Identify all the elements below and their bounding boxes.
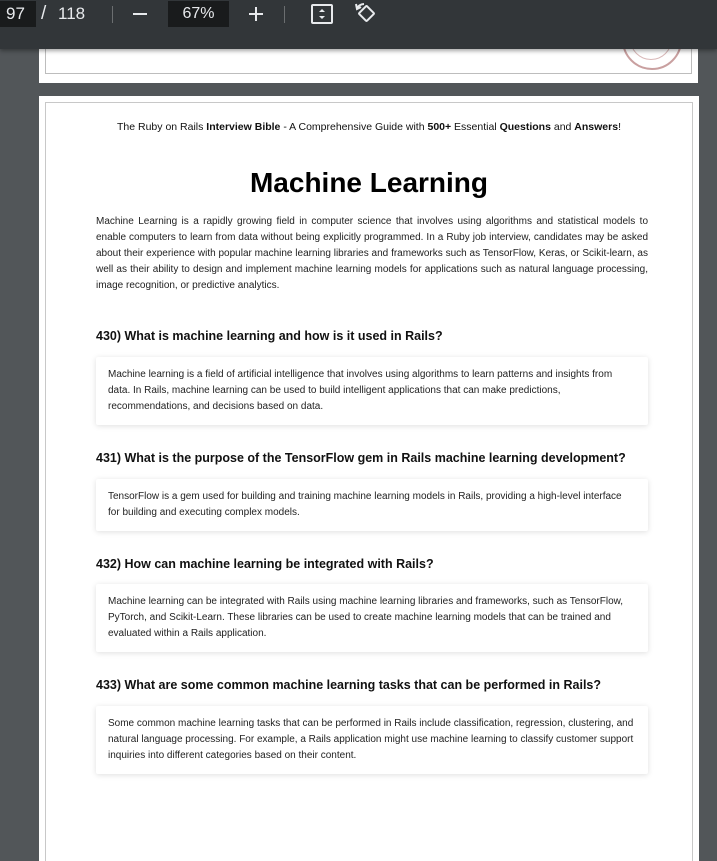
header-text: ! <box>618 121 621 133</box>
header-bold: Interview Bible <box>206 121 281 133</box>
minus-icon <box>132 6 148 22</box>
zoom-level-input[interactable]: 67% <box>168 1 229 27</box>
header-bold: Answers <box>574 121 619 133</box>
page-header <box>39 121 699 133</box>
question-heading: 433) What are some common machine learning tasks that can be performed in Rails? <box>96 678 602 692</box>
rotate-icon <box>354 2 378 26</box>
question-heading: 432) How can machine learning be integrated with Rails? <box>96 557 434 571</box>
toolbar-divider <box>112 6 113 23</box>
header-bold: 500+ <box>427 121 452 133</box>
header-text: and <box>550 121 575 133</box>
pdf-toolbar <box>0 0 717 49</box>
answer-box: Some common machine learning tasks that can be performed in Rails include classification, regression, clustering, and natural language processing. For example, a Rails application might use machine learning to classify customer support inquiries into different categories based on their content. <box>96 706 648 774</box>
zoom-out-button[interactable] <box>127 2 153 26</box>
page-number-input[interactable]: 97 <box>0 1 36 27</box>
question-heading: 430) What is machine learning and how is it used in Rails? <box>96 329 443 343</box>
question-heading: 431) What is the purpose of the TensorFlow gem in Rails machine learning development? <box>96 451 626 465</box>
toolbar-divider <box>284 6 285 23</box>
page-separator: / <box>41 3 47 24</box>
pdf-page <box>39 96 699 861</box>
fit-page-icon <box>311 4 333 24</box>
header-bold: Questions <box>499 121 551 133</box>
page-title: Machine Learning <box>249 167 489 198</box>
answer-box: Machine learning is a field of artificial intelligence that involves using algorithms to learn patterns and insights from data. In Rails, machine learning can be used to build intelligent applications that can make predictions, recommendations, and decisions based on data. <box>96 357 648 425</box>
zoom-in-button[interactable] <box>243 2 269 26</box>
header-text: The Ruby on Rails <box>117 121 207 133</box>
intro-paragraph: Machine Learning is a rapidly growing field in computer science that involves using algorithms and statistical models to enable computers to learn from data without being explicitly programmed. In a Ruby job interview, candidates may be asked about their experience with popular machine learning libraries and frameworks such as TensorFlow, Keras, or Scikit-learn, as well as their ability to design and implement machine learning models for applications such as natural language processing, image recognition, or predictive analytics. <box>96 216 648 291</box>
rotate-button[interactable] <box>353 2 379 26</box>
plus-icon <box>248 6 264 22</box>
answer-box: TensorFlow is a gem used for building and training machine learning models in Rails, providing a high-level interface for building and executing complex models. <box>96 479 648 531</box>
total-pages: 118 <box>58 4 86 23</box>
header-text: Essential <box>451 121 500 133</box>
fit-to-page-button[interactable] <box>309 2 335 26</box>
answer-box: Machine learning can be integrated with Rails using machine learning libraries and frameworks, such as TensorFlow, PyTorch, and Scikit-Learn. These libraries can be used to create machine learning models that can be trained and evaluated within a Rails application. <box>96 584 648 652</box>
header-text: - A Comprehensive Guide with <box>280 121 428 133</box>
